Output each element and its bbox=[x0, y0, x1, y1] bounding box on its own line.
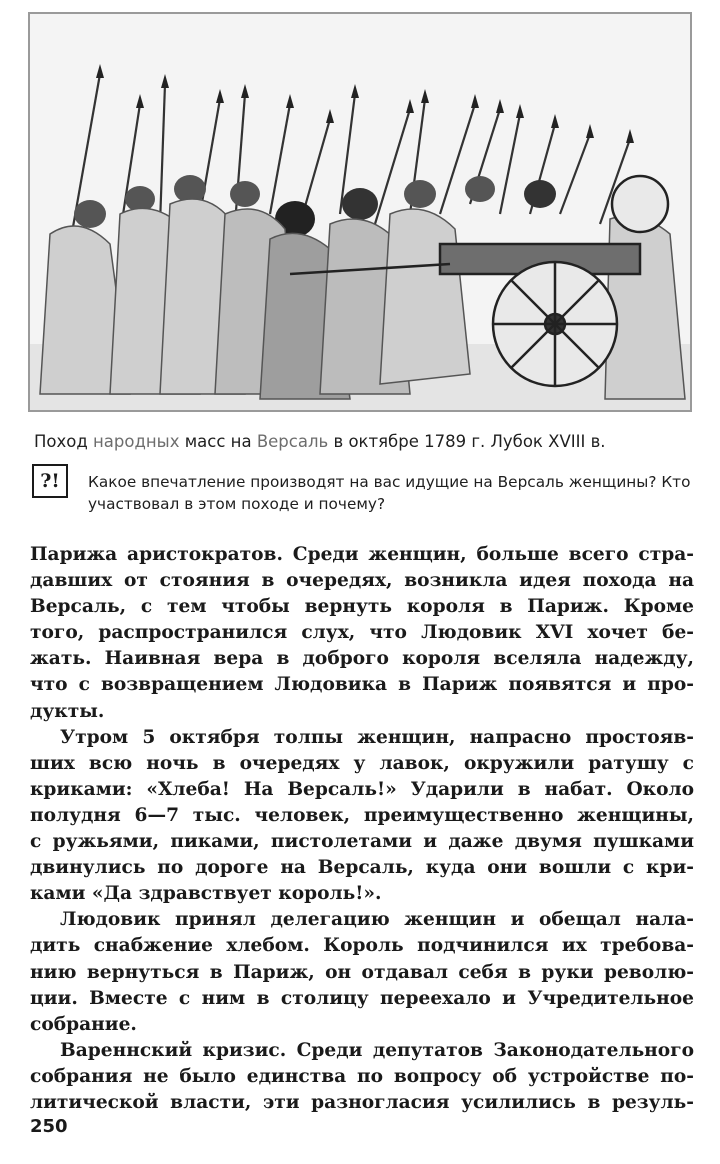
question-block bbox=[32, 464, 702, 524]
caption-part: масс на bbox=[179, 432, 257, 451]
text-line: ших всю ночь в очередях у лавок, окружили ратушу с bbox=[30, 752, 694, 774]
illustration-caption bbox=[34, 432, 714, 451]
text-fragment: Среди депутатов Законодательного bbox=[286, 1039, 694, 1061]
text-line: дукты. bbox=[30, 700, 105, 722]
text-line: собрания не было единства по вопросу об устройстве по- bbox=[30, 1065, 694, 1087]
text-line: двинулись по дороге на Версаль, куда они вошли с кри- bbox=[30, 857, 694, 879]
section-heading: Вареннский кризис. bbox=[60, 1039, 287, 1061]
body-text bbox=[30, 542, 694, 1116]
text-line: давших от стояния в очередях, возникла идея похода на bbox=[30, 570, 694, 592]
text-line: Версаль, с тем чтобы вернуть короля в Париж. Кроме bbox=[30, 596, 694, 618]
text-line: нию вернуться в Париж, он отдавал себя в руки револю- bbox=[30, 961, 694, 983]
text-line bbox=[30, 1038, 694, 1064]
crowd-march-engraving-icon bbox=[30, 14, 690, 410]
illustration-march-on-versailles bbox=[28, 12, 692, 412]
text-line: собрание. bbox=[30, 1013, 137, 1035]
text-line: литической власти, эти разногласия усилились в резуль- bbox=[30, 1091, 694, 1113]
page-number: 250 bbox=[30, 1116, 68, 1137]
text-line: того, распространился слух, что Людовик XVI хочет бе- bbox=[30, 622, 694, 644]
caption-part: Поход bbox=[34, 432, 94, 451]
question-badge-icon: ?! bbox=[32, 464, 68, 498]
text-line: дить снабжение хлебом. Король подчинился их требова- bbox=[30, 935, 694, 957]
text-line: с ружьями, пиками, пистолетами и даже двумя пушками bbox=[30, 831, 694, 853]
caption-part: в октябре 1789 г. Лубок XVIII в. bbox=[328, 432, 606, 451]
text-line: криками: «Хлеба! На Версаль!» Ударили в набат. Около bbox=[30, 778, 694, 800]
text-line: ками «Да здравствует король!». bbox=[30, 883, 382, 905]
caption-highlight: Версаль bbox=[256, 432, 329, 451]
text-line: Людовик принял делегацию женщин и обещал нала- bbox=[60, 909, 694, 931]
text-line: полудня 6—7 тыс. человек, преимущественно женщины, bbox=[30, 804, 694, 826]
text-line: Утром 5 октября толпы женщин, напрасно простояв- bbox=[60, 726, 694, 748]
question-text: Какое впечатление производят на вас идущие на Версаль женщины? Кто участвовал в этом походе и почему? bbox=[88, 473, 691, 513]
caption-highlight: народных bbox=[93, 432, 180, 451]
text-line: жать. Наивная вера в доброго короля вселяла надежду, bbox=[30, 648, 694, 670]
text-line: что с возвращением Людовика в Париж появятся и про- bbox=[30, 674, 694, 696]
text-line: ции. Вместе с ним в столицу переехало и Учредительное bbox=[30, 987, 694, 1009]
text-line: Парижа аристократов. Среди женщин, больше всего стра- bbox=[30, 544, 694, 565]
